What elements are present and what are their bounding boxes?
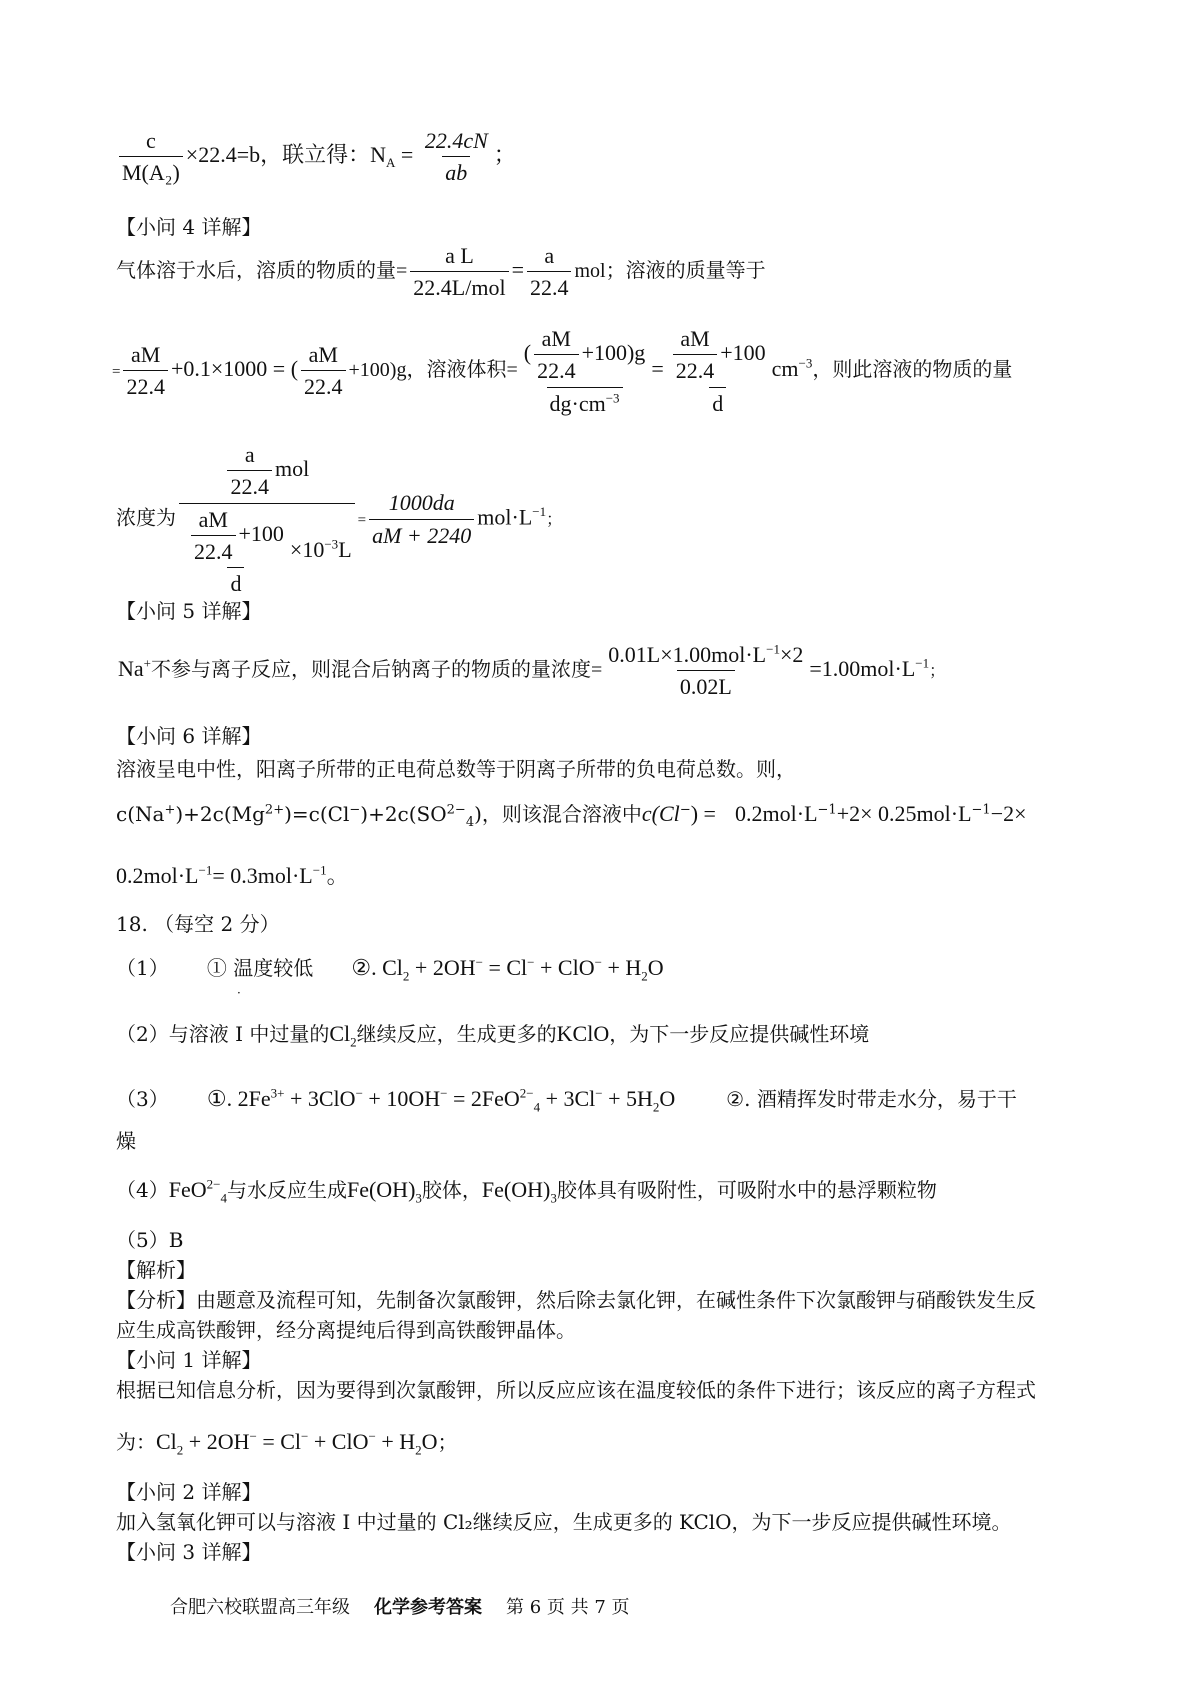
formula-text: +2× 0.25mol·L bbox=[836, 801, 972, 826]
superscript: − bbox=[249, 1428, 257, 1444]
equals: = bbox=[511, 256, 524, 282]
formula-text: =1.00mol·L bbox=[809, 655, 916, 681]
superscript: − bbox=[527, 954, 535, 970]
punct: 。 bbox=[326, 863, 349, 888]
superscript: −1 bbox=[766, 641, 780, 657]
formula-text: )，则该混合溶液中 bbox=[474, 802, 642, 826]
unit: mol·L bbox=[477, 504, 533, 530]
answer-18-2 bbox=[116, 1020, 869, 1048]
frac-numerator: ×2 bbox=[779, 642, 804, 667]
formula-text: + 2OH bbox=[409, 955, 476, 980]
formula-text: +100 bbox=[238, 520, 284, 546]
na-subscript: A bbox=[386, 155, 396, 171]
subscript: 4 bbox=[533, 1099, 541, 1115]
answer-text: 继续反应，生成更多的 bbox=[356, 1022, 557, 1046]
superscript: − bbox=[301, 1428, 309, 1444]
subscript: 2 bbox=[402, 968, 410, 984]
equals: = bbox=[357, 512, 367, 529]
formula-line-6b bbox=[116, 800, 1027, 828]
frac-denominator: 22.4L/mol bbox=[410, 271, 508, 300]
formula-text: + ClO bbox=[534, 955, 595, 980]
formula-line-6c bbox=[116, 862, 349, 890]
frac-numerator: aM bbox=[308, 342, 338, 368]
frac-denominator: M(A₂) bbox=[119, 156, 183, 185]
superscript: −1 bbox=[915, 655, 930, 671]
analysis-line-1: 【分析】由题意及流程可知，先制备次氯酸钾，然后除去氯化钾，在碱性条件下次氯酸钾与硝酸铁发生反 bbox=[116, 1288, 1036, 1312]
frac-denominator: d bbox=[709, 387, 726, 416]
formula-text: + 5H bbox=[602, 1086, 653, 1111]
footer-subject: 化学参考答案 bbox=[374, 1597, 482, 1618]
page-footer bbox=[170, 1593, 630, 1619]
formula-text: ) = bbox=[690, 801, 716, 826]
footer-page-number: 第 6 页 共 7 页 bbox=[506, 1597, 630, 1618]
frac-numerator: aM bbox=[541, 326, 571, 351]
unit: mol bbox=[274, 455, 310, 481]
answer-text: ，为下一步反应提供碱性环境 bbox=[609, 1022, 870, 1046]
answer-18-3 bbox=[116, 1085, 1017, 1113]
question-18-header: 18. （每空 2 分） bbox=[116, 912, 280, 936]
formula-text: = 0.3mol·L bbox=[212, 863, 313, 888]
heading-q6: 【小问 6 详解】 bbox=[116, 724, 262, 748]
formula-text: = 2FeO bbox=[447, 1086, 520, 1111]
formula-text: Cl bbox=[156, 1429, 177, 1454]
formula-text: c(Na bbox=[116, 802, 165, 826]
formula-text: + 3ClO bbox=[284, 1086, 356, 1111]
superscript: −1 bbox=[971, 802, 991, 818]
superscript: 2− bbox=[206, 1176, 221, 1192]
superscript: − bbox=[355, 1085, 363, 1101]
formula-text: 浓度为 bbox=[116, 507, 176, 530]
frac-denominator: 22.4 bbox=[227, 470, 272, 499]
superscript: − bbox=[475, 954, 483, 970]
subscript: 4 bbox=[465, 815, 475, 830]
emphasis-dot-icon: · bbox=[237, 986, 241, 1000]
answer-text: ②. 酒精挥发时带走水分，易于干 bbox=[726, 1087, 1017, 1111]
superscript: 2− bbox=[519, 1085, 534, 1101]
formula-line-5 bbox=[118, 642, 945, 700]
frac-numerator: a bbox=[544, 243, 555, 268]
formula-text: + 2OH bbox=[183, 1429, 250, 1454]
frac-denominator: ab bbox=[442, 156, 470, 185]
superscript: 2− bbox=[446, 802, 466, 818]
formula-text: = Cl bbox=[482, 955, 528, 980]
formula-text: ①. 2Fe bbox=[206, 1086, 271, 1111]
superscript: −3 bbox=[798, 355, 813, 371]
frac-numerator: c bbox=[146, 128, 156, 153]
superscript: −1 bbox=[532, 503, 547, 519]
frac-numerator: 0.01L×1.00mol·L bbox=[608, 642, 767, 667]
frac-denominator: 0.02L bbox=[677, 670, 735, 699]
formula-text: 0.2mol·L bbox=[735, 801, 818, 826]
subscript: 2 bbox=[176, 1442, 184, 1458]
formula-text: c(Cl bbox=[641, 801, 680, 826]
sub-1-equation bbox=[116, 1428, 458, 1456]
frac-denominator: dg·cm bbox=[549, 390, 606, 416]
heading-sub-2: 【小问 2 详解】 bbox=[116, 1480, 262, 1504]
superscript: −3 bbox=[324, 536, 339, 552]
analysis-line-2: 应生成高铁酸钾，经分离提纯后得到高铁酸钾晶体。 bbox=[116, 1318, 576, 1342]
subscript: 2 bbox=[652, 1099, 660, 1115]
formula-text: ×10 bbox=[289, 536, 325, 562]
heading-q5: 【小问 5 详解】 bbox=[116, 599, 262, 623]
formula-line-4a bbox=[116, 243, 766, 301]
formula-text: )=c(Cl bbox=[284, 802, 350, 826]
superscript: − bbox=[594, 954, 602, 970]
sub-2-text: 加入氢氧化钾可以与溶液 I 中过量的 Cl₂继续反应，生成更多的 KClO，为下一步反应提供碱性环境。 bbox=[116, 1510, 1012, 1534]
subscript: 3 bbox=[415, 1190, 422, 1206]
answer-text: 与水反应生成 bbox=[226, 1178, 347, 1202]
formula-text: = Cl bbox=[256, 1429, 302, 1454]
formula-text: Fe(OH) bbox=[481, 1177, 551, 1202]
footer-school: 合肥六校联盟高三年级 bbox=[170, 1597, 350, 1618]
punct: ； bbox=[546, 511, 563, 529]
formula-text: ×22.4=b，联立得： bbox=[185, 141, 371, 167]
formula-text: 0.2mol·L bbox=[116, 863, 199, 888]
formula-text: −2× bbox=[990, 801, 1027, 826]
unit: cm bbox=[771, 355, 799, 381]
frac-numerator: a L bbox=[445, 243, 474, 268]
answer-text: 胶体， bbox=[421, 1178, 482, 1202]
superscript: + bbox=[143, 655, 151, 671]
formula-text: +100)g bbox=[581, 339, 646, 365]
superscript: −3 bbox=[605, 390, 620, 406]
formula-text: + H bbox=[375, 1429, 416, 1454]
formula-text: O bbox=[647, 955, 664, 980]
superscript: − bbox=[595, 1085, 603, 1101]
formula-text: + ClO bbox=[308, 1429, 369, 1454]
heading-analysis: 【解析】 bbox=[116, 1258, 196, 1282]
answer-text: （2）与溶液 I 中过量的 bbox=[116, 1022, 330, 1046]
frac-denominator: 22.4 bbox=[534, 354, 579, 383]
formula-text: O bbox=[659, 1086, 676, 1111]
heading-q4: 【小问 4 详解】 bbox=[116, 215, 262, 239]
answer-label: （3） bbox=[116, 1087, 169, 1111]
subscript: 4 bbox=[220, 1190, 227, 1206]
formula-text: FeO bbox=[168, 1177, 207, 1202]
frac-numerator: aM bbox=[131, 342, 161, 368]
frac-denominator: 22.4 bbox=[527, 271, 572, 300]
superscript: − bbox=[349, 802, 361, 818]
frac-numerator: 22.4cN bbox=[424, 128, 488, 153]
formula-text: +100)g，溶液体积= bbox=[348, 358, 518, 381]
punct: ； bbox=[437, 1430, 458, 1454]
frac-denominator: 22.4 bbox=[301, 370, 346, 399]
subscript: 2 bbox=[415, 1442, 422, 1458]
frac-numerator: 1000da bbox=[388, 490, 455, 516]
formula-text: KClO bbox=[556, 1021, 610, 1046]
formula-text: + H bbox=[601, 955, 642, 980]
superscript: −1 bbox=[817, 802, 837, 818]
answer-18-1 bbox=[116, 954, 664, 982]
subscript: 2 bbox=[641, 968, 648, 984]
ion-symbol: Na bbox=[118, 655, 144, 681]
superscript: − bbox=[679, 802, 691, 818]
formula-text: Fe(OH) bbox=[346, 1177, 416, 1202]
formula-line-avogadro bbox=[116, 128, 516, 186]
formula-text: )+2c(SO bbox=[360, 802, 447, 826]
formula-line-4b bbox=[112, 326, 1012, 416]
formula-text: +100 bbox=[720, 339, 766, 365]
frac-numerator: aM bbox=[198, 506, 228, 532]
answer-label: （4） bbox=[116, 1178, 169, 1202]
frac-denominator: d bbox=[227, 567, 244, 596]
frac-denominator: 22.4 bbox=[673, 354, 718, 383]
sub-1-text: 根据已知信息分析，因为要得到次氯酸钾，所以反应应该在温度较低的条件下进行；该反应的离子方程式 bbox=[116, 1378, 1036, 1402]
paren: ( bbox=[523, 339, 532, 365]
formula-text: + 10OH bbox=[362, 1086, 441, 1111]
unit: L bbox=[338, 536, 352, 562]
superscript: 2+ bbox=[264, 802, 285, 818]
formula-text: Cl bbox=[329, 1021, 351, 1046]
na-symbol: N bbox=[370, 141, 386, 167]
formula-text: ，则此溶液的物质的量 bbox=[812, 358, 1013, 381]
equals: = bbox=[400, 141, 414, 167]
answer-18-4 bbox=[116, 1176, 937, 1204]
punct: ； bbox=[493, 141, 516, 167]
equals: = bbox=[651, 355, 664, 381]
answer-18-3-wrap: 燥 bbox=[116, 1129, 136, 1153]
superscript: −1 bbox=[312, 862, 327, 878]
superscript: + bbox=[164, 802, 176, 818]
equals: = bbox=[112, 363, 121, 380]
formula-text: O bbox=[421, 1429, 438, 1454]
superscript: −1 bbox=[198, 862, 213, 878]
heading-sub-1: 【小问 1 详解】 bbox=[116, 1348, 262, 1372]
formula-text: 不参与离子反应，则混合后钠离子的物质的量浓度= bbox=[151, 658, 603, 681]
formula-text: +0.1×1000 = ( bbox=[170, 355, 299, 381]
formula-text: 气体溶于水后，溶质的物质的量= bbox=[116, 259, 408, 282]
answer-label: （1） bbox=[116, 956, 169, 980]
frac-numerator: aM bbox=[680, 326, 710, 351]
frac-numerator: a bbox=[244, 442, 255, 467]
heading-sub-3: 【小问 3 详解】 bbox=[116, 1540, 262, 1564]
frac-denominator: 22.4 bbox=[191, 535, 236, 564]
subscript: 2 bbox=[350, 1034, 357, 1050]
formula-line-4c bbox=[116, 442, 562, 596]
frac-denominator: 22.4 bbox=[123, 370, 168, 399]
superscript: 3+ bbox=[270, 1085, 285, 1101]
answer-text: 胶体具有吸附性，可吸附水中的悬浮颗粒物 bbox=[556, 1178, 937, 1202]
answer-text: ① 温度较低 bbox=[206, 956, 314, 980]
formula-text: + 3Cl bbox=[540, 1086, 596, 1111]
formula-text: )+2c(Mg bbox=[175, 802, 265, 826]
superscript: − bbox=[368, 1428, 376, 1444]
formula-text: ②. Cl bbox=[351, 955, 403, 980]
answer-18-5: （5）B bbox=[116, 1228, 184, 1252]
superscript: − bbox=[440, 1085, 448, 1101]
frac-denominator: aM + 2240 bbox=[369, 519, 474, 548]
formula-text: mol；溶液的质量等于 bbox=[574, 259, 766, 282]
subscript: 3 bbox=[550, 1190, 557, 1206]
answer-text: 为： bbox=[116, 1430, 156, 1454]
text-q6-intro: 溶液呈电中性，阳离子所带的正电荷总数等于阴离子所带的负电荷总数。则， bbox=[116, 757, 796, 781]
punct: ； bbox=[929, 662, 946, 680]
